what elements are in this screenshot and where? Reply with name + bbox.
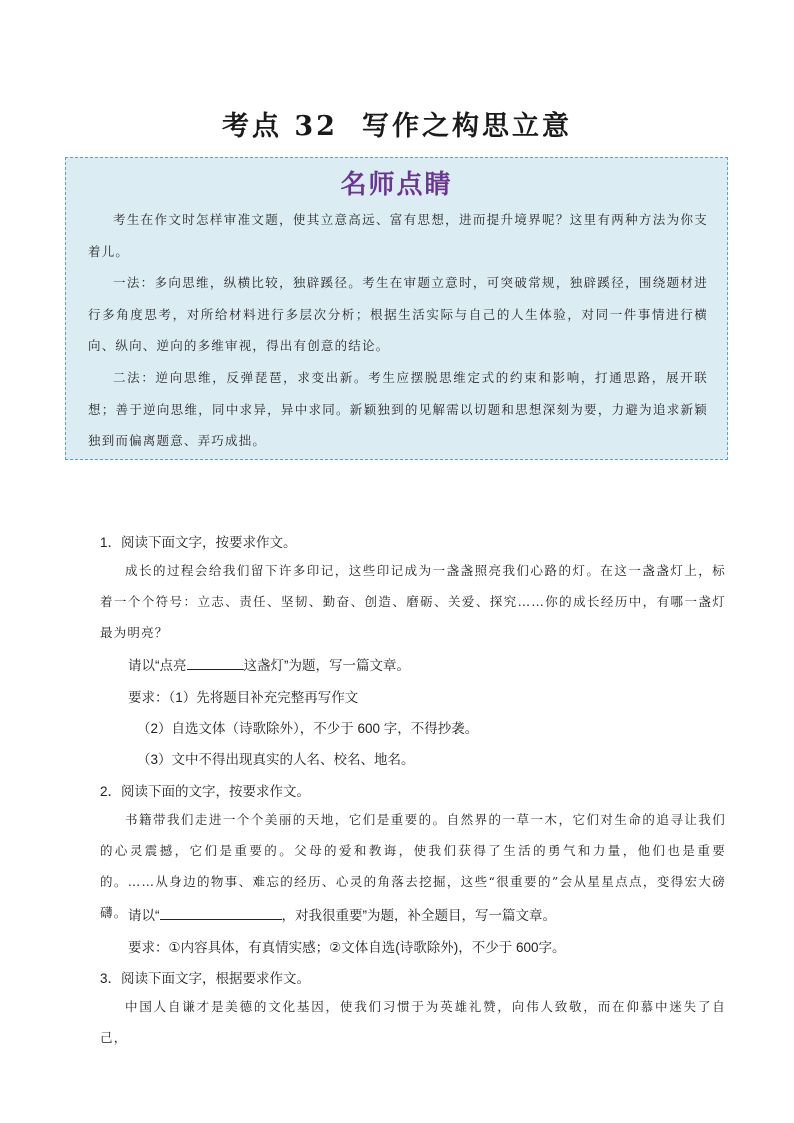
question-1-heading: 1．阅读下面文字，按要求作文。 (100, 535, 297, 550)
question-2-requirement: 要求：①内容具体，有真情实感；②文体自选(诗歌除外)，不少于 600字。 (128, 940, 566, 955)
question-2-heading: 2．阅读下面的文字，按要求作文。 (100, 784, 311, 799)
question-2-prompt: 请以“ ，对我很重要”为题，补全题目，写一篇文章。 (128, 908, 556, 923)
question-1-material: 成长的过程会给我们留下许多印记，这些印记成为一盏盏照亮我们心路的灯。在这一盏盏灯上，标着一个个符号：立志、责任、坚韧、勤奋、创造、磨砺、关爱、探究……你的成长经历中，有哪一盏灯最为明亮？ (100, 563, 726, 640)
title-topic-name: 写作之构思立意 (361, 111, 572, 142)
teacher-tips-box (65, 157, 728, 460)
title-topic-number: 考点 32 (222, 111, 338, 142)
question-1-prompt: 请以“点亮 这盏灯”为题，写一篇文章。 (128, 658, 410, 673)
question-1-requirement-3: （3）文中不得出现真实的人名、校名、地名。 (137, 752, 415, 767)
question-1-requirement-1: 要求：（1）先将题目补充完整再写作文 (128, 690, 359, 705)
question-3-heading: 3．阅读下面文字，根据要求作文。 (100, 971, 311, 986)
tips-intro: 考生在作文时怎样审准文题，使其立意高远、富有思想，进而提升境界呢？这里有两种方法为你支着儿。 (88, 212, 708, 259)
question-3-material: 中国人自谦才是美德的文化基因，使我们习惯于为英雄礼赞，向伟人致敬，而在仰慕中迷失了自己， (100, 999, 726, 1045)
page-title (0, 104, 794, 143)
question-2-material: 书籍带我们走进一个个美丽的天地，它们是重要的。自然界的一草一木，它们对生命的追寻让我们的心灵震撼，它们是重要的。父母的爱和教诲，使我们获得了生活的勇气和力量，他们也是重要的。……从身边的物事、难忘的经历、心灵的角落去挖掘，这些“很重要的”会从星星点点，变得宏大磅礴。 (100, 812, 726, 920)
tips-method-two: 二法：逆向思维，反弹琵琶，求变出新。考生应摆脱思维定式的约束和影响，打通思路，展开联想；善于逆向思维，同中求异，异中求同。新颖独到的见解需以切题和思想深刻为要，力避为追求新颖独到而偏离题意、弄巧成拙。 (88, 370, 708, 449)
fill-blank-line (160, 907, 282, 920)
tips-heading: 名师点睛 (340, 170, 453, 200)
tips-method-one: 一法：多向思维，纵横比较，独辟蹊径。考生在审题立意时，可突破常规，独辟蹊径，围绕题材进行多角度思考，对所给材料进行多层次分析；根据生活实际与自己的人生体验，对同一件事情进行横向、纵向、逆向的多维审视，得出有创意的结论。 (88, 275, 708, 354)
fill-blank-line (187, 657, 244, 670)
question-1-requirement-2: （2）自选文体（诗歌除外），不少于 600 字，不得抄袭。 (137, 721, 479, 736)
